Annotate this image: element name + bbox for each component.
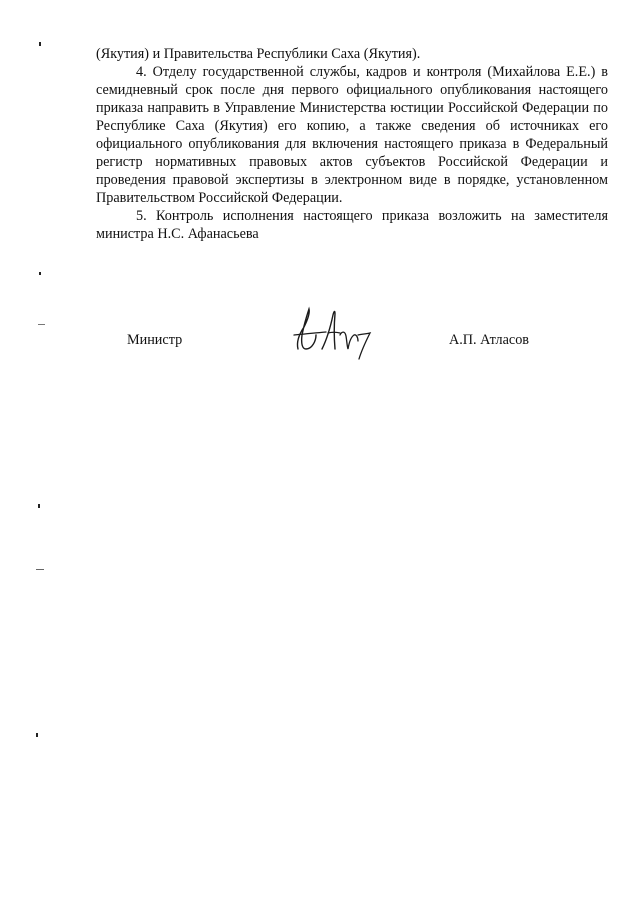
scan-mark <box>39 42 41 46</box>
line-continuation: (Якутия) и Правительства Республики Саха (Якутия). <box>96 46 421 62</box>
scan-mark <box>36 733 38 737</box>
document-body <box>96 45 608 243</box>
scan-mark <box>38 324 45 325</box>
signature-block <box>0 330 640 370</box>
scan-mark <box>36 569 44 570</box>
signatory-name: А.П. Атласов <box>449 332 529 348</box>
scan-mark <box>39 272 41 275</box>
paragraph-5: 5. Контроль исполнения настоящего приказа возложить на заместителя министра Н.С. Афанасьева <box>96 208 608 242</box>
paragraph-4: 4. Отделу государственной службы, кадров и контроля (Михайлова Е.Е.) в семидневный срок после дня первого официального опубликования настоящего приказа направить в Управление Министерства юстиции Российской Федерации по Республике Саха (Якутия) его копию, а также сведения об источниках его официального опубликования для включения настоящего приказа в Федеральный регистр нормативных правовых актов субъектов Российской Федерации и проведения правовой экспертизы в электронном виде в порядке, установленном Правительством Российской Федерации. <box>96 64 608 206</box>
handwritten-signature <box>292 305 374 361</box>
signatory-title: Министр <box>127 332 183 348</box>
scan-mark <box>38 504 40 508</box>
